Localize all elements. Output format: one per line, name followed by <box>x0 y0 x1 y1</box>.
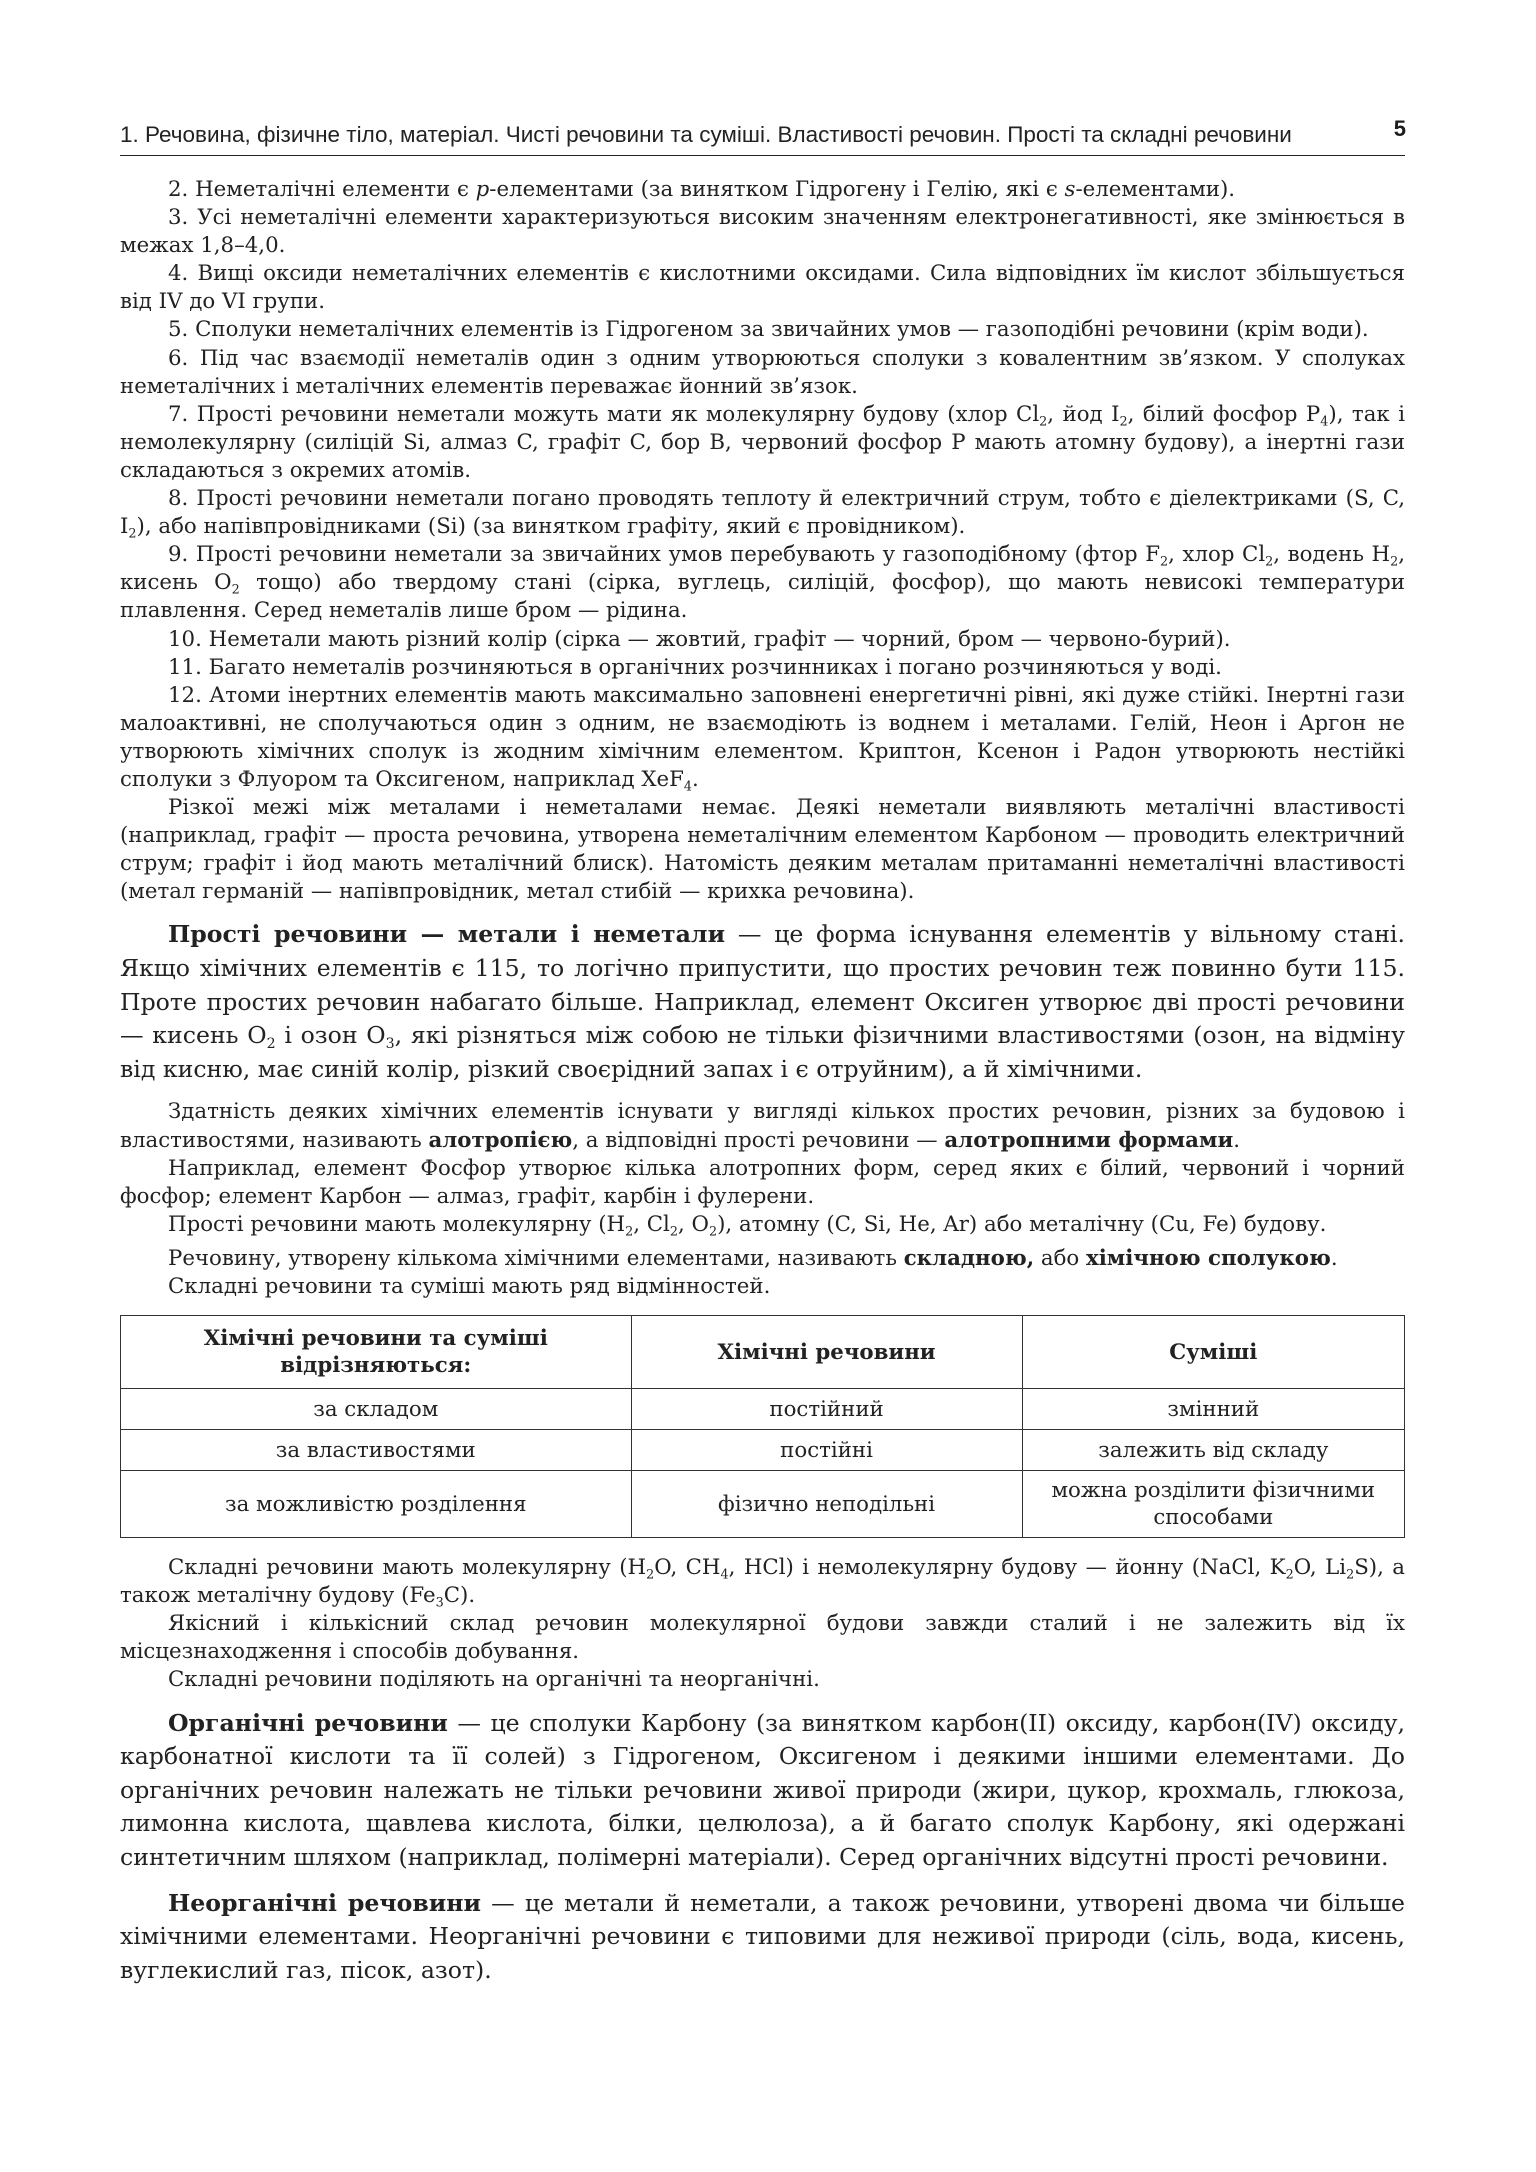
term-organic: Органічні речовини <box>168 1708 448 1737</box>
table-cell: змінний <box>1022 1389 1404 1430</box>
list-item: 6. Під час взаємодії неметалів один з одним утворюються сполуки з ковалентним зв’язком. У сполуках неметалічних і металічних елементів переважає йонний зв’язок. <box>120 345 1405 399</box>
page-number: 5 <box>1393 116 1406 141</box>
nonmetal-properties-list <box>120 176 1405 906</box>
term-allotropic-forms: алотропними формами <box>944 1127 1234 1153</box>
term-complex: складною, <box>903 1245 1035 1271</box>
term-inorganic: Неорганічні речовини <box>168 1888 482 1917</box>
term-chemical-compound: хімічною сполукою <box>1086 1245 1331 1271</box>
table-cell: за можливістю розділення <box>121 1471 632 1538</box>
list-item: 11. Багато неметалів розчиняються в органічних розчинниках і погано розчиняються у воді. <box>168 654 1222 680</box>
organic-definition: Органічні речовини — це сполуки Карбону (за винятком карбон(II) оксиду, карбон(IV) оксиду, карбонатної кислоти та її солей) з Гідрогеном, Оксигеном і деякими іншими елементами. До органічних речовин належать не тільки речовини живої природи (жири, цукор, крохмаль, глюкоза, лимонна кислота, щавлева кислота, білки, целюлоза), а й багато сполук Карбону, які одержані синтетичним шляхом (наприклад, полімерні матеріали). Серед органічних відсутні прості речовини. <box>120 1708 1405 1871</box>
composition-constancy: Якісний і кількісний склад речовин молекулярної будови завжди сталий і не залежить від їх місцезнаходження і способів добування. <box>120 1611 1405 1665</box>
simple-substances-definition: Прості речовини — метали і неметали — це форма існування елементів у вільному стані. Якщо хімічних елементів є 115, то логічно припустити, що простих речовин теж повинно бути 115. Проте простих речовин набагато більше. Наприклад, елемент Оксиген утворює дві прості речовини — кисень $O_2$ і озон $O_3$, які різняться між собою не тільки фізичними властивостями (озон, на відміну від кисню, має синій колір, різкий своєрідний запах і є отруйним), а й хімічними. <box>120 920 1405 1083</box>
list-item: 8. Прості речовини неметали погано проводять теплоту й електричний струм, тобто є діелектриками (S, C, $I_2$), або напівпровідниками (Si) (за винятком графіту, який є провідником). <box>120 486 1405 542</box>
header-divider <box>120 155 1405 156</box>
simple-substance-structure: Прості речовини мають молекулярну ($H_2$, $Cl_2$, $O_2$), атомну (C, Si, He, Ar) або металічну (Cu, Fe) будову. <box>168 1211 1327 1240</box>
table-row <box>121 1471 1405 1538</box>
table-cell: залежить від складу <box>1022 1430 1404 1471</box>
list-item: 5. Сполуки неметалічних елементів із Гідрогеном за звичайних умов — газоподібні речовини (крім води). <box>168 317 1369 343</box>
table-cell: фізично неподільні <box>631 1471 1022 1538</box>
list-item: 10. Неметали мають різний колір (сірка — жовтий, графіт — чорний, бром — червоно-бурий). <box>168 626 1231 652</box>
differences-intro: Складні речовини та суміші мають ряд відмінностей. <box>168 1273 771 1299</box>
list-item: 7. Прості речовини неметали можуть мати як молекулярну будову (хлор $Cl_2$, йод $I_2$, білий фосфор $P_4$), так і немолекулярну (силіцій Si, алмаз C, графіт C, бор B, червоний фосфор P мають атомну будову), а інертні гази складаються з окремих атомів. <box>120 401 1405 483</box>
table-cell: за складом <box>121 1389 632 1430</box>
allotropy-definition: Здатність деяких хімічних елементів існувати у вигляді кількох простих речовин, різних за будовою і властивостями, називають алотропією, а відповідні прості речовини — алотропними формами. <box>120 1099 1405 1153</box>
allotropy-example: Наприклад, елемент Фосфор утворює кілька алотропних форм, серед яких є білий, червоний і чорний фосфор; елемент Карбон — алмаз, графіт, карбін і фулерени. <box>120 1155 1405 1209</box>
complex-substance-structure: Складні речовини мають молекулярну ($H_2O$, $CH_4$, HCl) і немолекулярну будову — йонну (NaCl, $K_2O$, $Li_2S$), а також металічну будову $(Fe_3C)$. <box>120 1555 1405 1611</box>
list-item: 3. Усі неметалічні елементи характеризуються високим значенням електронегативності, яке змінюється в межах 1,8–4,0. <box>120 205 1405 259</box>
table-cell: за властивостями <box>121 1430 632 1471</box>
table-row <box>121 1389 1405 1430</box>
allotropy-section <box>120 1098 1405 1301</box>
table-header-cell: Хімічні речовини та суміші відрізняються: <box>121 1316 632 1389</box>
classification-note: Складні речовини поділяють на органічні та неорганічні. <box>168 1667 820 1693</box>
page-body <box>120 176 1405 1987</box>
table-cell: можна розділити фізичними способами <box>1022 1471 1404 1538</box>
table-row <box>121 1430 1405 1471</box>
complex-substances-section <box>120 1554 1405 1694</box>
table-header-cell: Хімічні речовини <box>631 1316 1022 1389</box>
inorganic-definition: Неорганічні речовини — це метали й неметали, а також речовини, утворені двома чи більше хімічними елементами. Неорганічні речовини є типовими для неживої природи (сіль, вода, кисень, вуглекислий газ, пісок, азот). <box>120 1888 1406 1984</box>
term-simple-substances: Прості речовини <box>168 920 408 949</box>
table-cell: постійні <box>631 1430 1022 1471</box>
metal-nonmetal-boundary-paragraph: Різкої межі між металами і неметалами немає. Деякі неметали виявляють металічні властивості (наприклад, графіт — проста речовина, утворена неметалічним елементом Карбоном — проводить електричний струм; графіт і йод мають металічний блиск). Натомість деяким металам притаманні неметалічні властивості (метал германій — напівпровідник, метал стибій — крихка речовина). <box>120 795 1405 905</box>
list-item: 12. Атоми інертних елементів мають максимально заповнені енергетичні рівні, які дуже стійкі. Інертні гази малоактивні, не сполучаються один з одним, не взаємодіють із воднем і металами. Гелій, Неон і Аргон не утворюють хімічних сполук із жодним хімічним елементом. Криптон, Ксенон і Радон утворюють нестійкі сполуки з Флуором та Оксигеном, наприклад XeF$_4$. <box>120 682 1405 795</box>
table-header-cell: Суміші <box>1022 1316 1404 1389</box>
term-metals-nonmetals: метали і неметали <box>457 920 726 949</box>
table-header-row <box>121 1316 1405 1389</box>
complex-substance-definition: Речовину, утворену кількома хімічними елементами, називають складною, або хімічною сполукою. <box>168 1245 1338 1271</box>
running-header: 1. Речовина, фізичне тіло, матеріал. Чисті речовини та суміші. Властивості речовин. Прості та складні речовини <box>120 122 1292 147</box>
list-item: 2. Неметалічні елементи є p-елементами (за винятком Гідрогену і Гелію, які є s-елементами). <box>168 177 1236 202</box>
comparison-table <box>120 1315 1405 1538</box>
term-allotropy: алотропією <box>428 1127 573 1153</box>
table-cell: постійний <box>631 1389 1022 1430</box>
list-item: 4. Вищі оксиди неметалічних елементів є кислотними оксидами. Сила відповідних їм кислот збільшується від IV до VI групи. <box>120 261 1405 315</box>
list-item: 9. Прості речовини неметали за звичайних умов перебувають у газоподібному (фтор $F_2$, хлор $Cl_2$, водень $H_2$, кисень $O_2$ тощо) або твердому стані (сірка, вуглець, силіцій, фосфор), що мають невисокі температури плавлення. Серед неметалів лише бром — рідина. <box>120 542 1405 624</box>
